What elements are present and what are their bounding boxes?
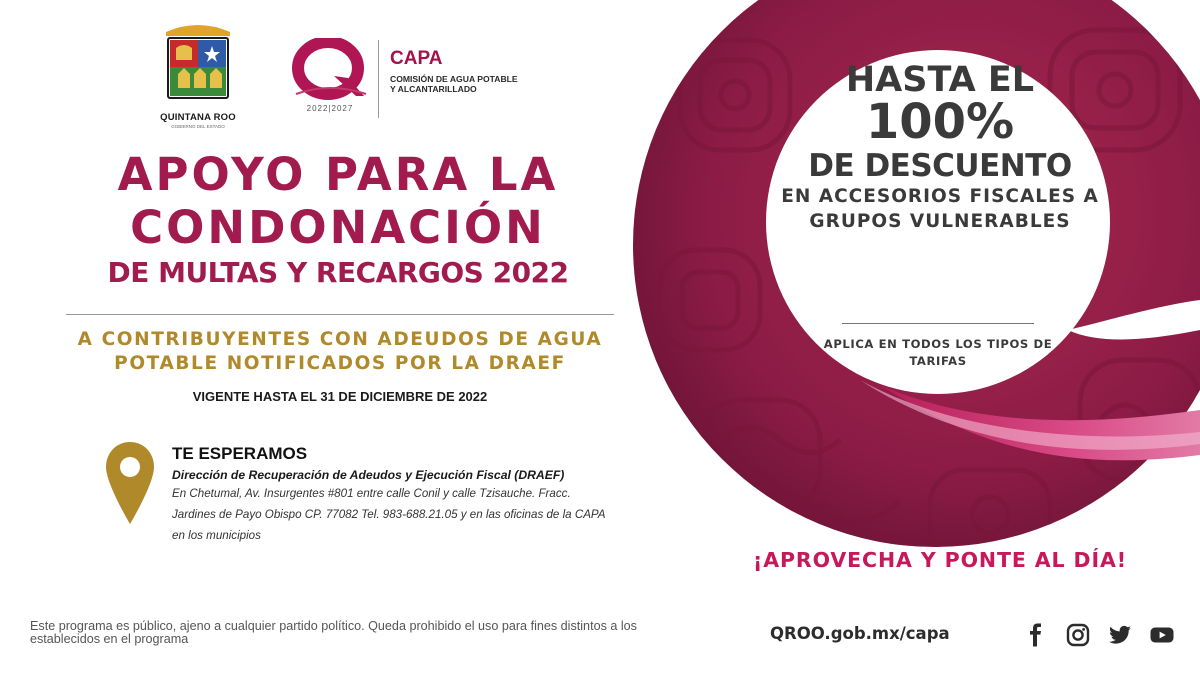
legal-disclaimer: Este programa es público, ajeno a cualquier partido político. Queda prohibido el uso para fines distintos a los establecidos en el programa <box>30 619 637 646</box>
state-crest-icon <box>158 22 238 104</box>
contact-address: En Chetumal, Av. Insurgentes #801 entre calle Conil y calle Tzisauche. Fracc. Jardines de Payo Obispo CP. 77082 Tel. 983-688.21.05 y en las oficinas de la CAPA en los municipios <box>172 487 606 542</box>
facebook-icon[interactable] <box>1024 623 1048 647</box>
discount-note: APLICA EN TODOS LOS TIPOS DE TARIFAS <box>823 337 1053 368</box>
call-to-action: ¡APROVECHA Y PONTE AL DÍA! <box>752 548 1127 572</box>
contact-title: TE ESPERAMOS <box>172 444 308 463</box>
discount-line-3: EN ACCESORIOS FISCALES A GRUPOS VULNERABLES <box>781 186 1099 232</box>
state-tagline: GOBIERNO DEL ESTADO <box>171 124 225 129</box>
discount-line-1: HASTA EL <box>845 60 1035 100</box>
capa-period: 2022|2027 <box>306 104 354 113</box>
discount-offer <box>764 60 1116 234</box>
youtube-icon[interactable] <box>1150 623 1174 647</box>
social-links <box>1024 621 1174 649</box>
capa-logo <box>290 38 520 122</box>
subheadline: A CONTRIBUYENTES CON ADEUDOS DE AGUA POTABLE NOTIFICADOS POR LA DRAEF <box>77 329 603 374</box>
instagram-icon[interactable] <box>1066 623 1090 647</box>
contact-office: Dirección de Recuperación de Adeudos y Ejecución Fiscal (DRAEF) <box>172 468 565 482</box>
headline <box>64 148 612 290</box>
headline-line-3: DE MULTAS Y RECARGOS 2022 <box>107 256 569 289</box>
website-link[interactable]: QROO.gob.mx/capa <box>770 624 950 643</box>
validity-date: VIGENTE HASTA EL 31 DE DICIEMBRE DE 2022 <box>192 389 488 404</box>
location-pin-icon <box>104 440 156 526</box>
capa-divider <box>378 40 379 118</box>
quintana-roo-logo <box>158 22 238 130</box>
twitter-icon[interactable] <box>1108 623 1132 647</box>
capa-full-name: COMISIÓN DE AGUA POTABLE Y ALCANTARILLADO <box>390 74 518 94</box>
discount-amount: 100% <box>865 94 1015 150</box>
discount-divider <box>842 323 1034 324</box>
headline-line-2: CONDONACIÓN <box>130 201 546 254</box>
headline-line-1: APOYO PARA LA <box>117 148 559 201</box>
contact-info <box>172 444 612 546</box>
capa-acronym: CAPA <box>390 48 443 69</box>
state-name: QUINTANA ROO <box>160 112 236 123</box>
headline-divider <box>66 314 614 315</box>
discount-line-2: DE DESCUENTO <box>808 148 1072 184</box>
capa-q-icon <box>290 38 370 102</box>
